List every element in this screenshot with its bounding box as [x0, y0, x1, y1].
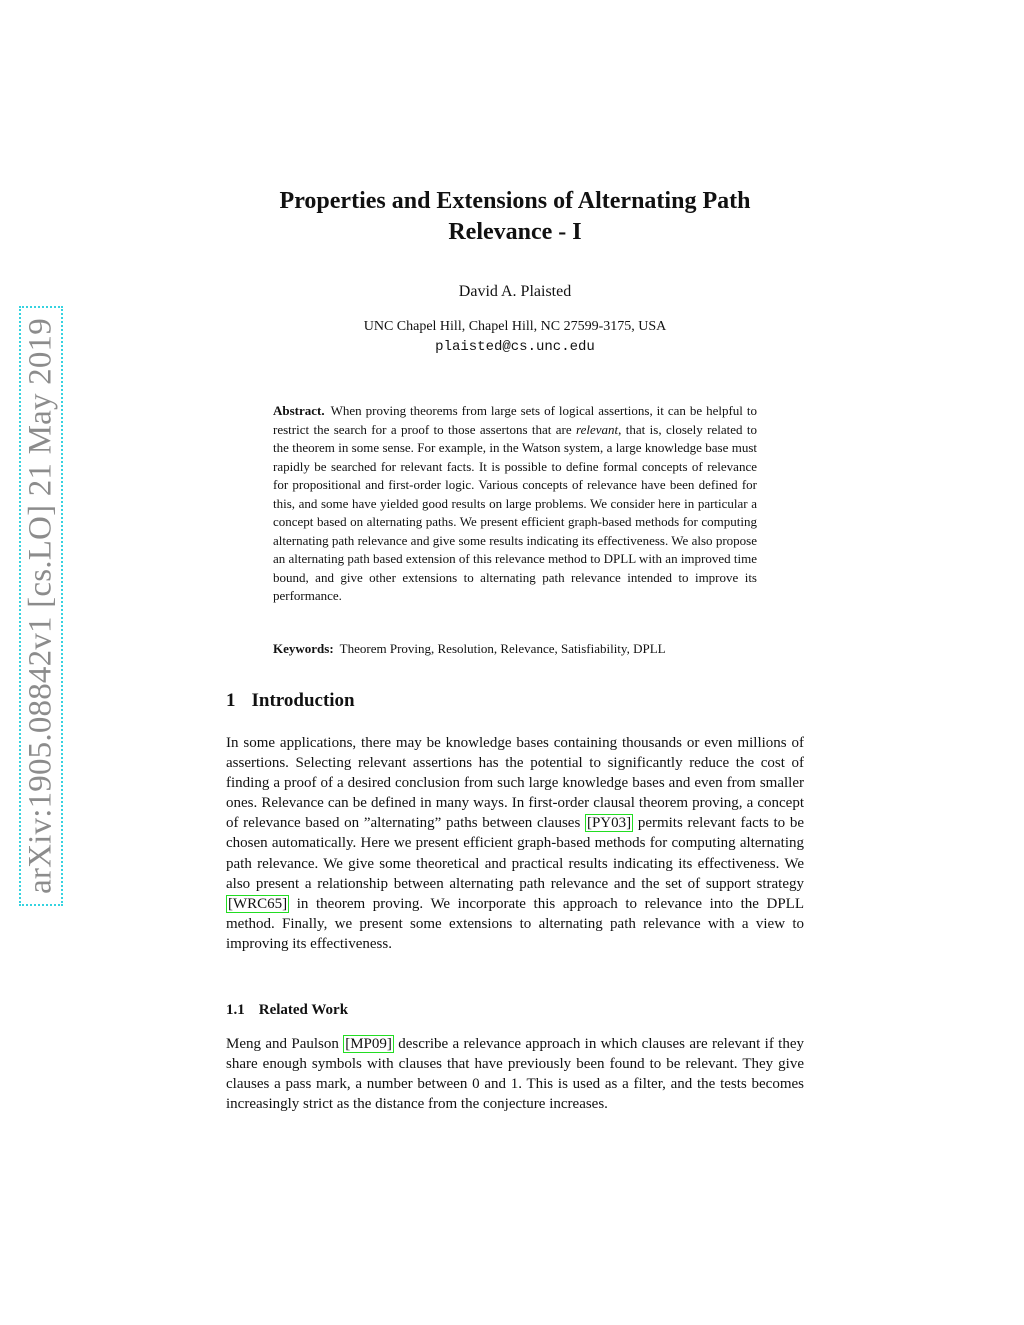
paper-title-line2: Relevance - I: [448, 219, 582, 245]
subsection-heading-related-work: [226, 1002, 348, 1019]
subsection-title: Related Work: [258, 1002, 349, 1018]
intro-text-part3: in theorem proving. We incorporate this approach to relevance into the DPLL method. Finally, we present some extensions to alternating path relevance with a view to improving its effectiveness.: [226, 895, 804, 952]
author-email: plaisted@cs.unc.edu: [435, 339, 595, 355]
citation-link-wrc65[interactable]: [WRC65]: [228, 895, 288, 912]
paper-title: [200, 186, 830, 248]
related-text-part2: describe a relevance approach in which clauses are relevant if they share enough symbols with clauses that have previously been found to be relevant. They give clauses a pass mark, a number between 0 and 1. This is used as a filter, and the tests becomes increasingly strict as the distance from the conjecture increases.: [226, 1036, 804, 1113]
author-name: David A. Plaisted: [458, 283, 572, 300]
abstract-text-part1: When proving theorems from large sets of logical assertions, it can be helpful to restrict the search for a proof to those assertons that are: [273, 403, 757, 437]
arxiv-identifier: arXiv:1905.08842v1 [cs.LO] 21 May 2019: [22, 318, 59, 894]
paper-title-line1: Properties and Extensions of Alternating Path: [279, 188, 751, 214]
keywords: [273, 640, 757, 658]
section-heading-introduction: [226, 690, 355, 712]
abstract-text-part2: , that is, closely related to the theorem in some sense. For example, in the Watson system, a large knowledge base must rapidly be searched for relevant facts. It is possible to define formal concepts of relevance for propositional and first-order logic. Various concepts of relevance have been defined for this, and some have yielded good results on large problems. We consider here in particular a concept based on alternating paths. We present efficient graph-based methods for computing alternating path relevance and give some results indicating its effectiveness. We also propose an alternating path based extension of this relevance method to DPLL with an improved time bound, and give other extensions to alternating path relevance intended to improve its performance.: [273, 421, 757, 603]
subsection-number: 1.1: [226, 1002, 245, 1018]
citation-link-mp09[interactable]: [MP09]: [345, 1036, 392, 1052]
section-title: Introduction: [251, 690, 355, 711]
keywords-label: Keywords:: [273, 641, 334, 656]
abstract-label: Abstract.: [273, 403, 325, 418]
abstract: [273, 402, 757, 606]
intro-text-part1: In some applications, there may be knowledge bases containing thousands or even millions of assertions. Selecting relevant assertions has the potential to significantly reduce the cost of finding a proof of a desired conclusion from such large knowledge bases and even from smaller ones. Relevance can be defined in many ways. In first-order clausal theorem proving, a concept of relevance based on ”alternating” paths between clauses: [226, 735, 804, 832]
related-text-part1: Meng and Paulson: [226, 1036, 344, 1052]
keywords-text: Theorem Proving, Resolution, Relevance, Satisfiability, DPLL: [339, 641, 666, 656]
abstract-emphasis: relevant: [576, 421, 619, 437]
author-affiliation: UNC Chapel Hill, Chapel Hill, NC 27599-3175, USA: [363, 319, 667, 334]
arxiv-stamp: [19, 306, 63, 906]
intro-text-part2: permits relevant facts to be chosen automatically. Here we present efficient graph-based methods for computing alternating path relevance. We give some theoretical and practical results indicating its effectiveness. We also present a relationship between alternating path relevance and the set of support strategy: [226, 815, 804, 892]
introduction-paragraph: [226, 733, 804, 954]
section-number: 1: [226, 690, 236, 711]
citation-link-py03[interactable]: [PY03]: [586, 815, 632, 832]
related-work-paragraph: [226, 1034, 804, 1114]
